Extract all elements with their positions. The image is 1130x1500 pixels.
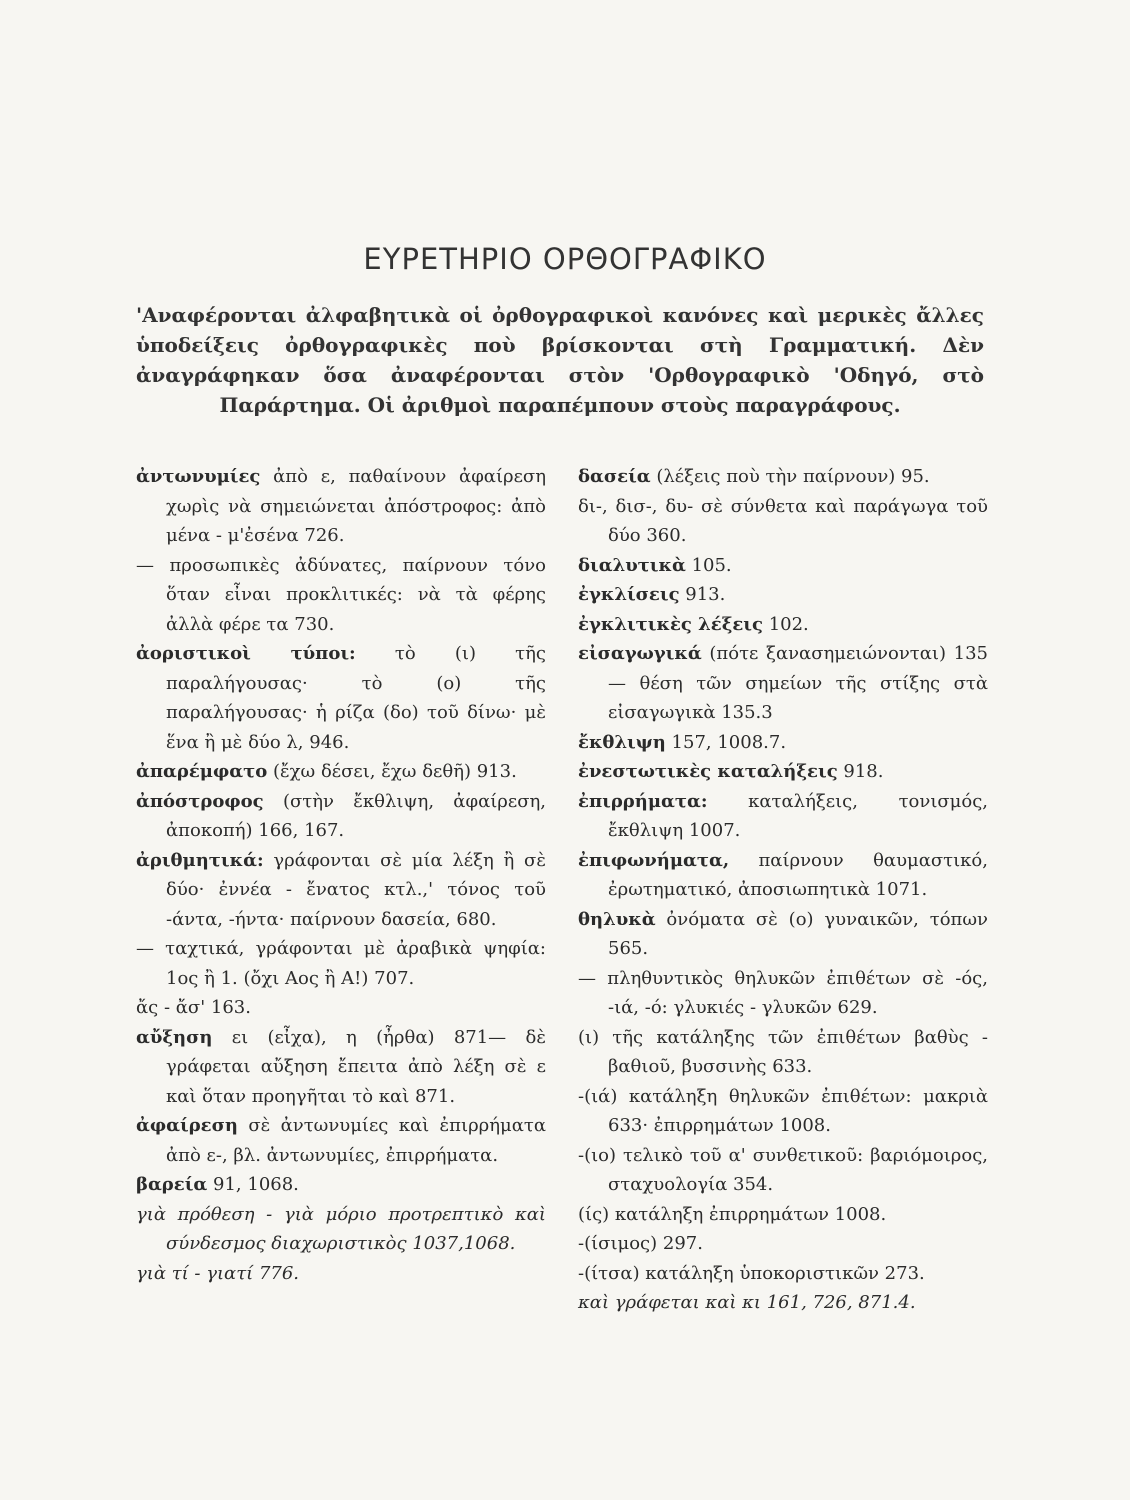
- index-entry: ἔκθλιψη 157, 1008.7.: [578, 731, 787, 753]
- index-entry: ἐγκλίσεις 913.: [578, 584, 726, 605]
- index-entry: — πληθυντικὸς θηλυκῶν ἐπιθέτων σὲ -ός, -ιά, -ό: γλυκιές - γλυκῶν 629.: [578, 967, 988, 1018]
- index-entry: διαλυτικὰ 105.: [578, 554, 732, 576]
- index-entry: -(ιο) τελικὸ τοῦ α' συνθετικοῦ: βαριόμοιρος, σταχυολογία 354.: [578, 1144, 988, 1195]
- intro-paragraph: 'Αναφέρονται ἀλφαβητικὰ οἱ ὀρθογραφικοὶ κανόνες καὶ μερικὲς ἄλλες ὑποδείξεις ὀρθογραφικὲς ποὺ βρίσκονται στὴ Γραμματική. Δὲν ἀναγράφηκαν ὅσα ἀναφέρονται στὸν 'Ορθογραφικὸ 'Οδηγό, στὸ Παράρτημα. Οἱ ἀριθμοὶ παραπέμπουν στοὺς παραγράφους.: [136, 303, 984, 417]
- index-entry: καὶ γράφεται καὶ κι 161, 726, 871.4.: [578, 1292, 916, 1313]
- index-entry: -(ιά) κατάληξη θηλυκῶν ἐπιθέτων: μακριὰ 633· ἐπιρρημάτων 1008.: [578, 1085, 988, 1136]
- index-entry: ἐπιφωνήματα, παίρνουν θαυμαστικό, ἐρωτηματικό, ἀποσιωπητικὰ 1071.: [578, 849, 988, 900]
- index-entry: ἐγκλιτικὲς λέξεις 102.: [578, 613, 809, 635]
- index-entry: θηλυκὰ ὀνόματα σὲ (ο) γυναικῶν, τόπων 565.: [578, 908, 988, 959]
- left-index-column: [136, 462, 546, 1288]
- index-entry: αὔξηση ει (εἶχα), η (ἦρθα) 871— δὲ γράφεται αὔξηση ἔπειτα ἀπὸ λέξη σὲ ε καὶ ὅταν προηγῆται τὸ καὶ 871.: [136, 1026, 546, 1107]
- index-entry: γιὰ τί - γιατί 776.: [136, 1262, 300, 1284]
- index-entry: (ι) τῆς κατάληξης τῶν ἐπιθέτων βαθὺς - βαθιοῦ, βυσσινὴς 633.: [578, 1026, 988, 1077]
- right-index-column: [578, 462, 988, 1318]
- index-entry: ἀοριστικοὶ τύποι: τὸ (ι) τῆς παραλήγουσας· τὸ (ο) τῆς παραλήγουσας· ἡ ρίζα (δο) τοῦ δίνω· μὲ ἕνα ἢ μὲ δύο λ, 946.: [136, 643, 546, 753]
- index-entry: ἀπόστροφος (στὴν ἔκθλιψη, ἀφαίρεση, ἀποκοπή) 166, 167.: [136, 790, 546, 841]
- index-entry: — ταχτικά, γράφονται μὲ ἀραβικὰ ψηφία: 1ος ἢ 1. (ὄχι Αος ἢ Α!) 707.: [136, 938, 546, 989]
- index-entry: — προσωπικὲς ἀδύνατες, παίρνουν τόνο ὅταν εἶναι προκλιτικές: νὰ τὰ φέρης ἀλλὰ φέρε τα 730.: [136, 554, 546, 635]
- index-entry: δι-, δισ-, δυ- σὲ σύνθετα καὶ παράγωγα τοῦ δύο 360.: [578, 495, 988, 546]
- index-entry: ἐπιρρήματα: καταλήξεις, τονισμός, ἔκθλιψη 1007.: [578, 790, 988, 841]
- page-title: ΕΥΡΕΤΗΡΙΟ ΟΡΘΟΓΡΑΦΙΚΟ: [363, 242, 767, 276]
- index-entry: ἄς - ἄσ' 163.: [136, 997, 251, 1018]
- index-entry: ἀπαρέμφατο (ἔχω δέσει, ἔχω δεθῆ) 913.: [136, 761, 517, 782]
- index-entry: βαρεία 91, 1068.: [136, 1174, 299, 1195]
- index-entry: ἐνεστωτικὲς καταλήξεις 918.: [578, 761, 884, 782]
- index-entry: ἀριθμητικά: γράφονται σὲ μία λέξη ἢ σὲ δύο· ἐννέα - ἔνατος κτλ.,' τόνος τοῦ -άντα, -ήντα· παίρνουν δασεία, 680.: [136, 849, 546, 930]
- index-entry: δασεία (λέξεις ποὺ τὴν παίρνουν) 95.: [578, 466, 930, 487]
- index-entry: ἀφαίρεση σὲ ἀντωνυμίες καὶ ἐπιρρήματα ἀπὸ ε-, βλ. ἀντωνυμίες, ἐπιρρήματα.: [136, 1115, 546, 1166]
- index-entry: γιὰ πρόθεση - γιὰ μόριο προτρεπτικὸ καὶ σύνδεσμος διαχωριστικὸς 1037,1068.: [136, 1203, 546, 1254]
- index-entry: εἰσαγωγικά (πότε ξανασημειώνονται) 135 — θέση τῶν σημείων τῆς στίξης στὰ εἰσαγωγικὰ 135.3: [578, 643, 988, 723]
- index-entry: -(ίσιμος) 297.: [578, 1233, 703, 1254]
- index-entry: -(ίτσα) κατάληξη ὑποκοριστικῶν 273.: [578, 1262, 925, 1284]
- index-entry: ἀντωνυμίες ἀπὸ ε, παθαίνουν ἀφαίρεση χωρὶς νὰ σημειώνεται ἀπόστροφος: ἀπὸ μένα - μ'ἐσένα 726.: [136, 466, 546, 546]
- index-entry: (ίς) κατάληξη ἐπιρρημάτων 1008.: [578, 1203, 887, 1225]
